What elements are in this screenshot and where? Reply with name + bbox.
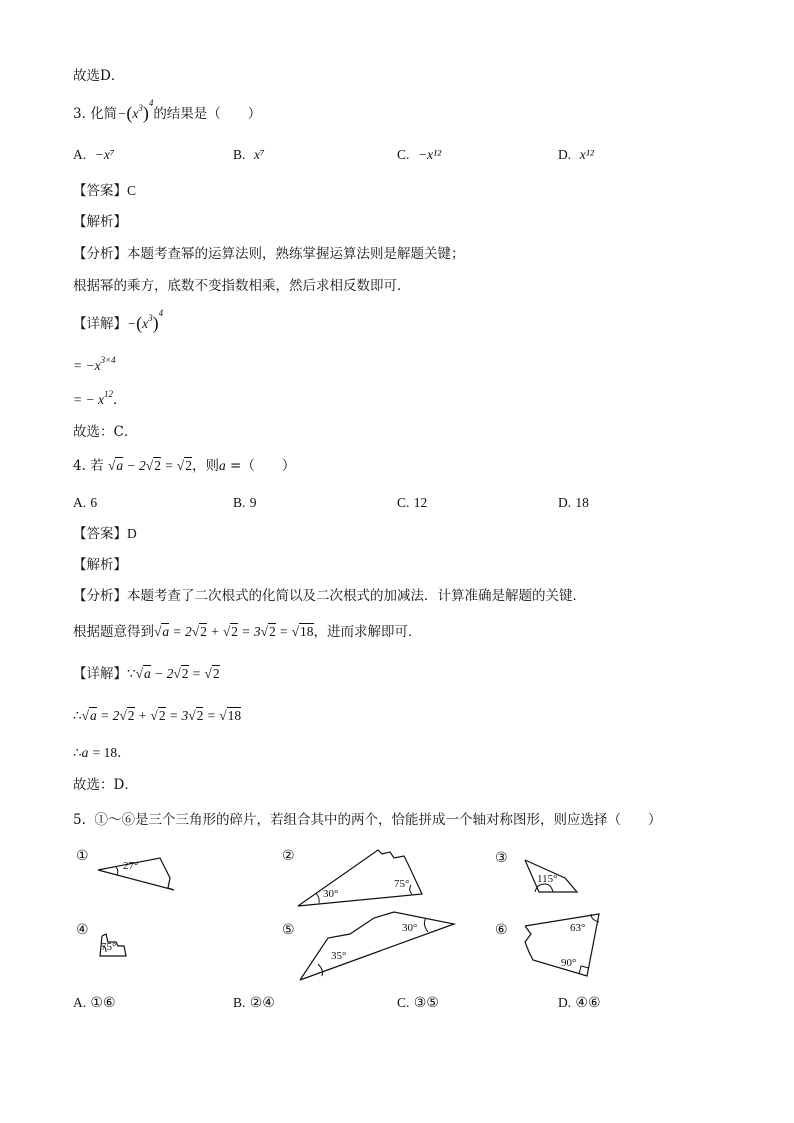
angle-label: 115° bbox=[537, 873, 558, 885]
piece-label: ③ bbox=[495, 850, 508, 866]
conclusion: 故选：C． bbox=[73, 424, 138, 440]
fenxi-line-2: 根据题意得到√a = 2√2 + √2 = 3√2 = √18，进而求解即可． bbox=[73, 624, 422, 640]
angle-label: 90° bbox=[561, 957, 577, 969]
step-2: ∴a = 18． bbox=[73, 745, 131, 761]
question-number: 3. bbox=[73, 106, 86, 122]
fenxi-line-2: 根据幂的乘方，底数不变指数相乘，然后求相反数即可． bbox=[73, 278, 411, 294]
option-d: D. 18 bbox=[558, 495, 589, 510]
analysis-heading: 【解析】 bbox=[73, 557, 127, 573]
answer-line: 【答案】D bbox=[73, 526, 137, 542]
option-a: A. −x⁷ bbox=[73, 147, 115, 162]
answer-line: 【答案】C bbox=[73, 183, 137, 199]
question-5-stem: 5. ①～⑥是三个三角形的碎片，若组合其中的两个，恰能拼成一个轴对称图形，则应选择（ ） bbox=[73, 812, 662, 828]
step-1: ∴√a = 2√2 + √2 = 3√2 = √18 bbox=[73, 708, 242, 724]
formula: $-(x^3)^4$ bbox=[117, 98, 154, 123]
triangle-fragment-2-icon bbox=[282, 848, 432, 910]
previous-conclusion: 故选D． bbox=[73, 68, 125, 84]
piece-label: ⑤ bbox=[282, 922, 295, 938]
piece-label: ④ bbox=[76, 922, 89, 938]
angle-label: 75° bbox=[101, 941, 117, 953]
angle-label: 27° bbox=[123, 860, 139, 872]
fenxi-line: 【分析】本题考查幂的运算法则，熟练掌握运算法则是解题关键； bbox=[73, 246, 465, 262]
step-2: = − $x^{12}$． bbox=[73, 389, 127, 407]
option-a: A. ①⑥ bbox=[73, 995, 116, 1011]
stem-text: 化简 bbox=[90, 106, 118, 122]
xiangjie-line: 【详解】∵√a − 2√2 = √2 bbox=[73, 666, 220, 682]
triangle-fragment-1-icon bbox=[76, 848, 186, 898]
angle-label: 63° bbox=[570, 922, 586, 934]
question-3-stem bbox=[73, 98, 262, 124]
option-c: C. 12 bbox=[397, 495, 428, 510]
step-1: = $-x^{3\times 4}$ bbox=[73, 355, 116, 373]
piece-label: ① bbox=[76, 848, 89, 864]
angle-label: 75° bbox=[394, 878, 410, 890]
piece-label: ⑥ bbox=[495, 922, 508, 938]
angle-label: 30° bbox=[402, 922, 418, 934]
option-b: B. x⁷ bbox=[233, 147, 265, 162]
conclusion: 故选：D． bbox=[73, 777, 138, 793]
option-b: B. 9 bbox=[233, 495, 257, 510]
stem-text: 的结果是（ ） bbox=[153, 106, 262, 122]
option-a: A. 6 bbox=[73, 495, 98, 510]
angle-label: 30° bbox=[323, 888, 339, 900]
angle-label: 35° bbox=[331, 950, 347, 962]
triangle-fragment-6-icon bbox=[495, 912, 615, 982]
fenxi-line: 【分析】本题考查了二次根式的化简以及二次根式的加减法．计算准确是解题的关键． bbox=[73, 588, 586, 604]
option-b: B. ②④ bbox=[233, 995, 275, 1011]
option-c: C. ③⑤ bbox=[397, 995, 439, 1011]
option-c: C. −x¹² bbox=[397, 147, 442, 162]
piece-label: ② bbox=[282, 848, 295, 864]
triangle-fragment-5-icon bbox=[282, 910, 462, 982]
analysis-heading: 【解析】 bbox=[73, 214, 127, 230]
option-d: D. ④⑥ bbox=[558, 995, 601, 1011]
xiangjie-line: 【详解】$-(x^3)^4$ bbox=[73, 308, 164, 333]
option-d: D. x¹² bbox=[558, 147, 594, 162]
question-4-stem: 4. 若 √a − 2√2 = √2，则a =（ ） bbox=[73, 458, 296, 474]
